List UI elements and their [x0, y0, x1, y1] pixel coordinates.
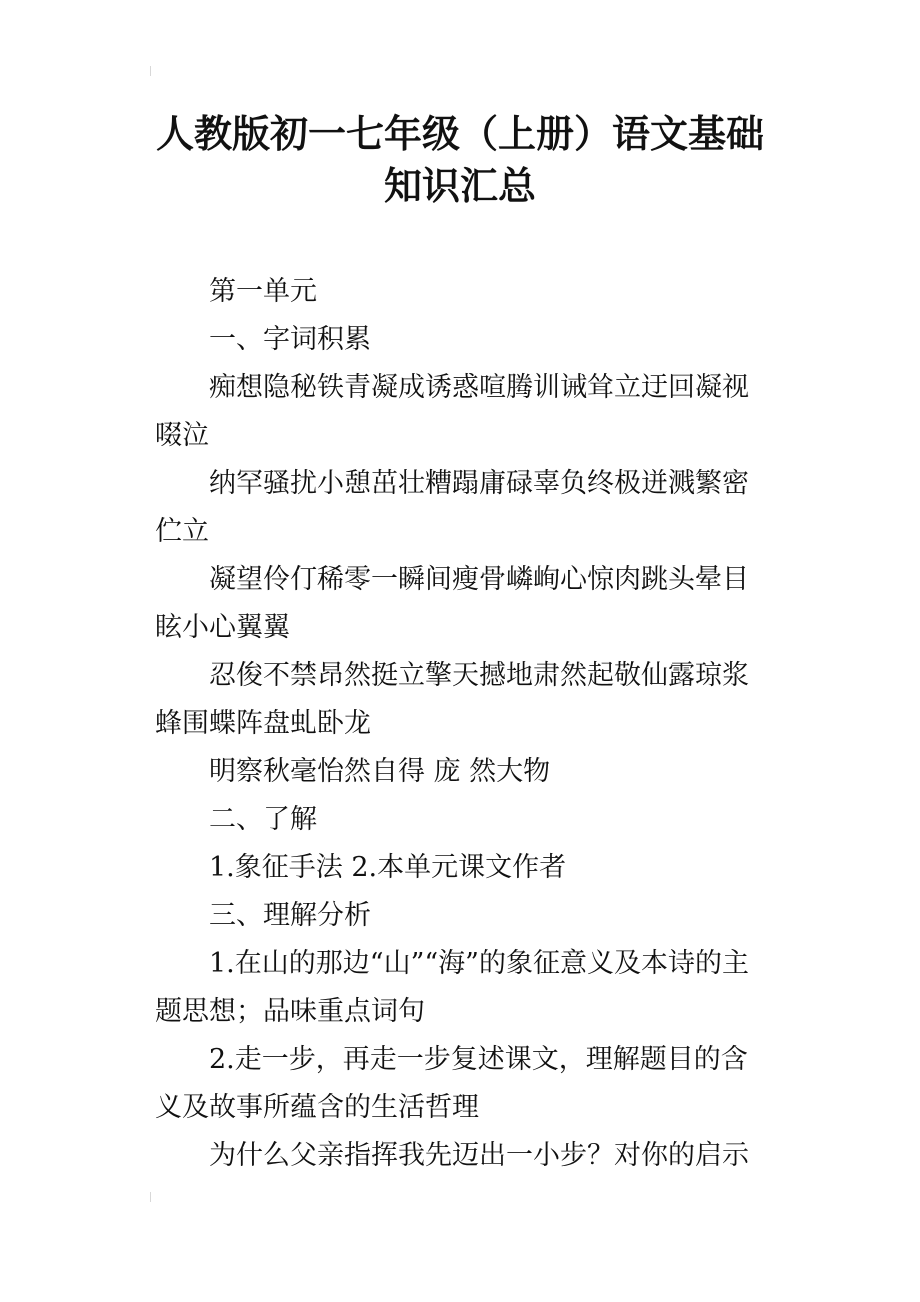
analysis-item: 2.走一步，再走一步复述课文，理解题目的含义及故事所蕴含的生活哲理 [155, 1044, 748, 1123]
document-title [60, 108, 860, 212]
analysis-item: 1.在山的那边“山”“海”的象征意义及本诗的主题思想；品味重点词句 [155, 948, 749, 1027]
understand-items: 1.象征手法 2.本单元课文作者 [209, 852, 567, 883]
unit-heading: 第一单元 [209, 276, 317, 307]
section-heading-vocabulary: 一、字词积累 [209, 324, 371, 355]
vocabulary-line: 忍俊不禁昂然挺立擎天撼地肃然起敬仙露琼浆蜂围蝶阵盘虬卧龙 [155, 660, 749, 739]
vocabulary-line: 痴想隐秘铁青凝成诱惑喧腾训诫耸立迂回凝视啜泣 [155, 372, 749, 451]
title-line-1: 人教版初一七年级（上册）语文基础 [155, 112, 764, 156]
vocabulary-line: 凝望伶仃稀零一瞬间瘦骨嶙峋心惊肉跳头晕目眩小心翼翼 [155, 564, 749, 643]
analysis-question: 为什么父亲指挥我先迈出一小步？对你的启示 [209, 1140, 749, 1171]
section-heading-analysis: 三、理解分析 [209, 900, 371, 931]
page-corner-mark [150, 1192, 157, 1202]
document-body [155, 268, 767, 1180]
section-heading-understand: 二、了解 [209, 804, 317, 835]
title-line-2: 知识汇总 [383, 164, 536, 208]
vocabulary-line: 纳罕骚扰小憩茁壮糟蹋庸碌辜负终极迸溅繁密伫立 [155, 468, 749, 547]
page-corner-mark [150, 66, 157, 76]
vocabulary-line: 明察秋毫怡然自得 庞 然大物 [209, 756, 551, 787]
